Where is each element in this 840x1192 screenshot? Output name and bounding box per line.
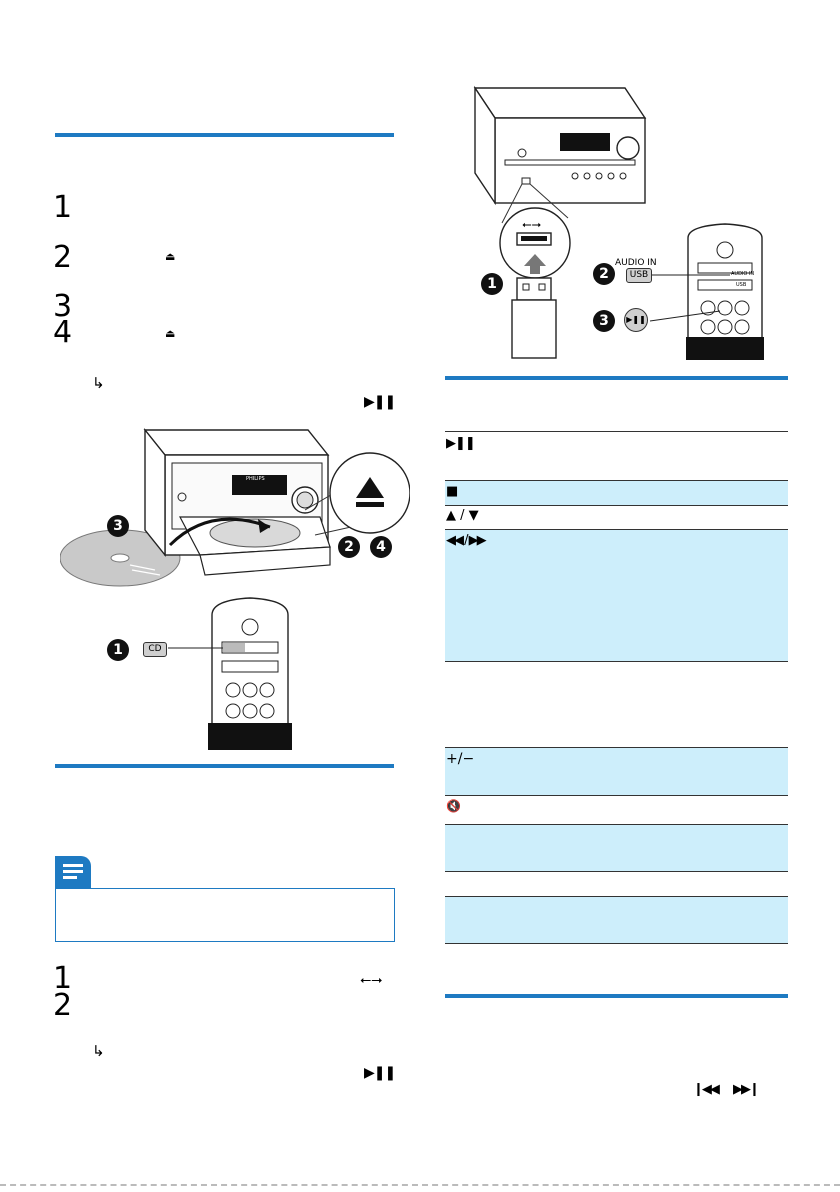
- callout-number: 2: [593, 263, 615, 285]
- step-number: 2: [53, 988, 73, 1023]
- section-rule-playback-control: [445, 376, 788, 380]
- table-row-divider: [445, 505, 788, 506]
- table-row-divider: [445, 529, 788, 530]
- row-shade-volume: [445, 747, 788, 795]
- usb-connect-figure: [460, 78, 780, 360]
- cd-key-tag: CD: [143, 642, 167, 657]
- brand-label: PHILIPS: [570, 128, 589, 134]
- album-up-down-icon: ▲ / ▼: [446, 508, 479, 523]
- table-row-divider: [445, 896, 788, 897]
- table-row-divider: [445, 480, 788, 481]
- table-row-divider: [445, 795, 788, 796]
- table-row-divider: [445, 747, 788, 748]
- callout-number: 1: [481, 273, 503, 295]
- section-rule-play-cd: [55, 133, 394, 137]
- usb-icon: ⭠⭢: [360, 972, 383, 988]
- remote-usb-label: USB: [736, 282, 747, 288]
- step-number: 1: [53, 190, 73, 225]
- usb-illustration: [460, 78, 780, 360]
- cd-insert-figure: [60, 405, 410, 750]
- step-number: 4: [53, 315, 73, 350]
- row-shade-blank2: [445, 824, 788, 871]
- eject-icon: ⏏: [165, 327, 176, 340]
- callout-number: 3: [593, 310, 615, 332]
- remote-audio-in-label: AUDIO IN: [731, 271, 755, 277]
- skip-next-icon: ▶▶❙: [733, 1082, 758, 1097]
- step-number: 2: [53, 240, 73, 275]
- usb-key-tag: USB: [626, 268, 652, 283]
- row-shade-blank4: [445, 896, 788, 943]
- section-rule-play-usb: [55, 764, 394, 768]
- play-pause-icon: ▶❚❚: [364, 1065, 396, 1081]
- result-arrow-icon: ↳: [92, 374, 105, 392]
- row-shade-skip: [445, 529, 788, 661]
- section-rule-skip: [445, 994, 788, 998]
- audio-in-label: AUDIO IN: [615, 258, 657, 268]
- callout-number: 3: [107, 515, 129, 537]
- skip-prev-icon: ❙◀◀: [693, 1082, 718, 1097]
- brand-label: PHILIPS: [246, 476, 265, 482]
- step-number: 3: [53, 289, 73, 324]
- svg-text:⭠⭢: ⭠⭢: [522, 217, 542, 231]
- stop-icon: ■: [446, 484, 459, 499]
- result-arrow-icon: ↳: [92, 1042, 105, 1060]
- play-pause-icon: ▶❚❚: [364, 394, 396, 410]
- note-icon: [55, 856, 91, 888]
- page-bottom-edge: [0, 1184, 840, 1186]
- skip-prev-next-icon: ◀◀ / ▶▶: [446, 533, 485, 548]
- table-row-divider: [445, 661, 788, 662]
- play-pause-key-circle: ▶❚❚: [624, 308, 648, 332]
- note-box: [55, 888, 395, 942]
- table-row-divider: [445, 871, 788, 872]
- table-row-divider: [445, 431, 788, 432]
- callout-number: 1: [107, 639, 129, 661]
- callout-number: 2: [338, 536, 360, 558]
- play-pause-icon: ▶❚❚: [446, 436, 475, 451]
- micro-system-illustration: [60, 405, 410, 750]
- table-row-divider: [445, 824, 788, 825]
- row-shade-stop: [445, 480, 788, 505]
- mute-icon: 🔇: [446, 799, 461, 813]
- callout-number: 4: [370, 536, 392, 558]
- step-number: 1: [53, 961, 73, 996]
- eject-icon: ⏏: [165, 250, 176, 263]
- volume-icon: +/−: [446, 751, 475, 767]
- table-row-divider: [445, 943, 788, 944]
